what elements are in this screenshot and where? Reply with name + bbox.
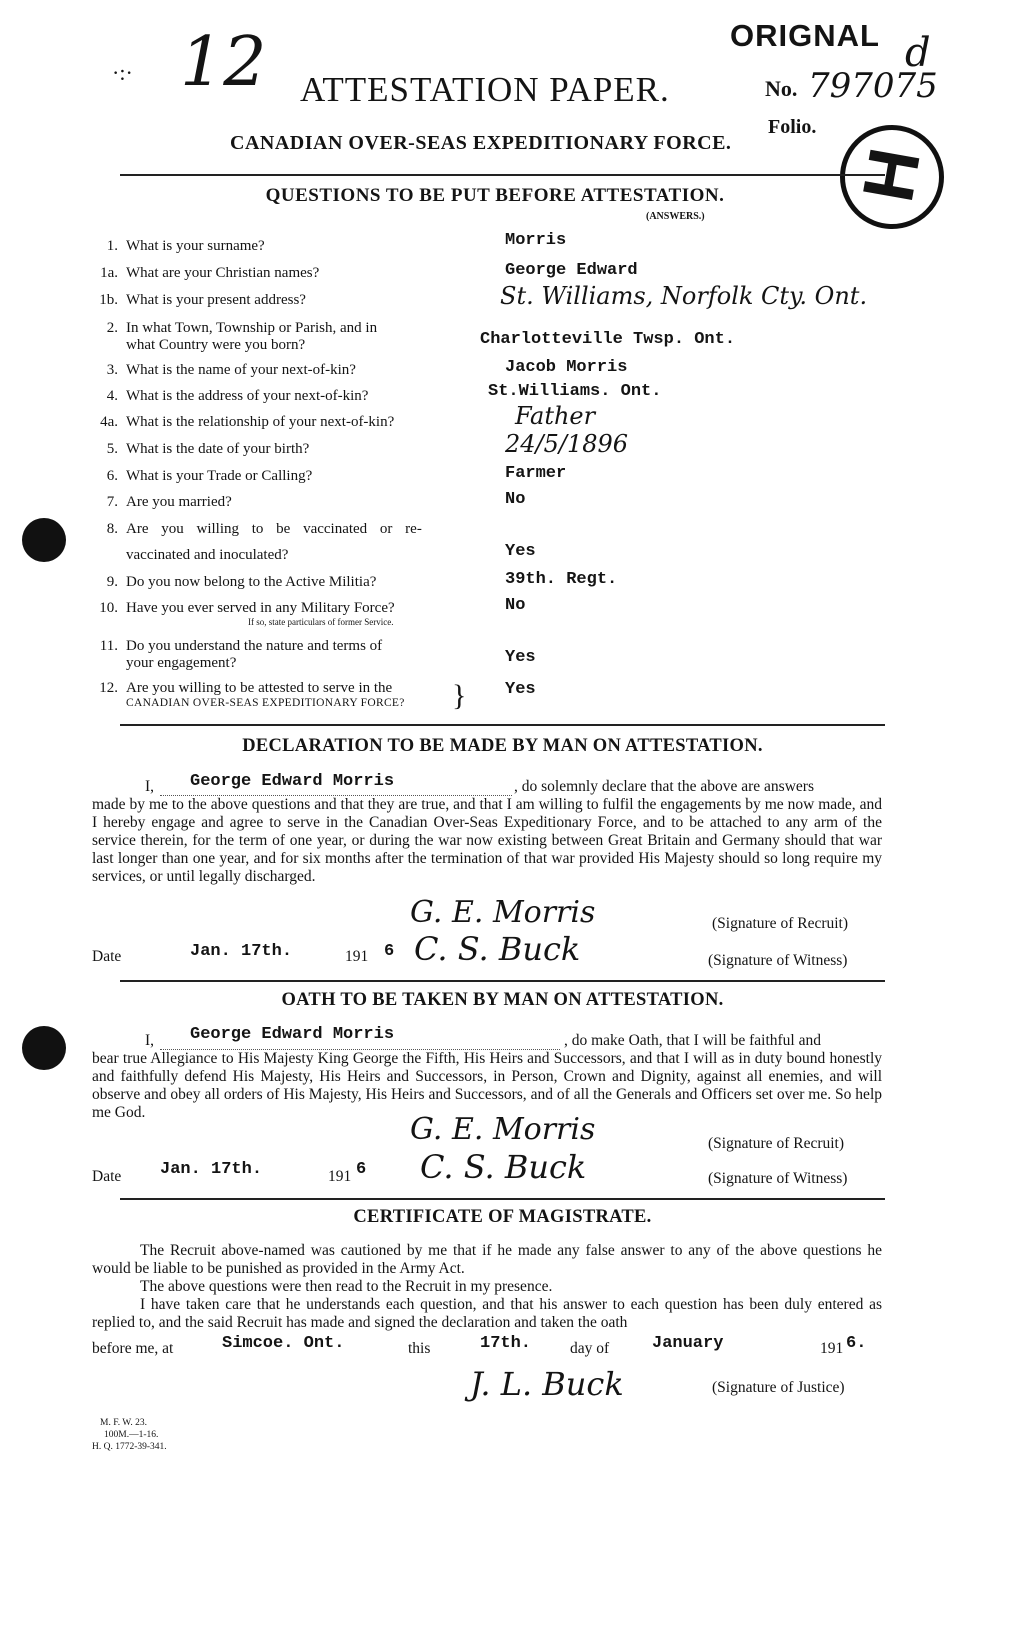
q1-answer: Morris	[505, 231, 567, 250]
oath-lead: , do make Oath, that I will be faithful and	[564, 1032, 821, 1049]
rule-after-oath	[120, 1198, 885, 1200]
declaration-name: George Edward Morris	[190, 772, 395, 791]
q11-text-line1: Do you understand the nature and terms of	[126, 638, 383, 654]
magistrate-day-of-label: day of	[570, 1340, 610, 1357]
q2-text-line1: In what Town, Township or Parish, and in	[126, 320, 378, 336]
q8-number: 8.	[106, 521, 118, 537]
magistrate-year-digit: 6.	[846, 1334, 867, 1353]
q8-text-line1: Are you willing to be vaccinated or re-	[126, 521, 422, 537]
declaration-body: made by me to the above questions and that they are true, and that I am willing to fulfil the engagements by me now made, and I hereby engage and agree to serve in the Canadian Over-Seas Expeditionary Force, and to be attached to any arm of the service therein, for the term of one year, or during the war now existing between Great Britain and Germany should that war last longer than one year, and for six months after the termination of that war provided His Majesty should so long require my services, or until legally discharged.	[92, 796, 882, 885]
q1b-answer: St. Williams, Norfolk Cty. Ont.	[500, 282, 868, 310]
q7-answer: No	[505, 490, 526, 509]
declaration-year-prefix: 191	[345, 948, 369, 965]
margin-marks: ·:·	[112, 60, 133, 85]
oath-i: I,	[145, 1032, 155, 1049]
q1b-text: What is your present address?	[126, 292, 306, 308]
q6-text: What is your Trade or Calling?	[126, 468, 313, 484]
magistrate-day: 17th.	[480, 1334, 532, 1353]
handwritten-number: 12	[180, 23, 267, 102]
answers-label: (ANSWERS.)	[646, 211, 705, 222]
q9-text: Do you now belong to the Active Militia?	[126, 574, 377, 590]
q1a-text: What are your Christian names?	[126, 265, 320, 281]
q3-answer: Jacob Morris	[505, 358, 628, 377]
magistrate-this-label: this	[408, 1340, 431, 1357]
rule-after-questions	[120, 724, 885, 726]
q5-answer: 24/5/1896	[505, 430, 629, 458]
questions-heading: QUESTIONS TO BE PUT BEFORE ATTESTATION.	[265, 185, 725, 206]
q4-answer: St.Williams. Ont.	[488, 382, 662, 401]
oath-heading: OATH TO BE TAKEN BY MAN ON ATTESTATION.	[281, 990, 724, 1010]
corner-mark: d	[905, 30, 931, 76]
q10-number: 10.	[99, 600, 118, 616]
rule-after-declaration	[120, 980, 885, 982]
magistrate-para3: I have taken care that he understands each question, and that his answer to each question has been duly entered as replied to, and the said Recruit has made and signed the declaration and taken the oath	[92, 1296, 882, 1331]
oath-name: George Edward Morris	[190, 1025, 395, 1044]
justice-signature: J. L. Buck	[470, 1365, 624, 1403]
justice-label: (Signature of Justice)	[712, 1379, 845, 1396]
magistrate-para2: The above questions were then read to the Recruit in my presence.	[140, 1278, 553, 1295]
magistrate-place: Simcoe. Ont.	[222, 1334, 345, 1353]
q1a-number: 1a.	[100, 265, 118, 281]
q4-number: 4.	[106, 388, 118, 404]
declaration-year-digit: 6	[384, 942, 395, 961]
q9-answer: 39th. Regt.	[505, 570, 618, 589]
oath-witness-signature: C. S. Buck	[420, 1148, 587, 1186]
q5-number: 5.	[106, 441, 118, 457]
q10-note: If so, state particulars of former Service.	[248, 617, 394, 627]
q3-text: What is the name of your next-of-kin?	[126, 362, 356, 378]
q10-text: Have you ever served in any Military Force?	[126, 600, 395, 616]
q6-number: 6.	[106, 468, 118, 484]
oath-year-digit: 6	[356, 1160, 367, 1179]
q2-text-line2: what Country were you born?	[126, 337, 306, 353]
q8-answer: Yes	[505, 542, 536, 561]
footer-print-run: 100M.—1-16.	[104, 1430, 159, 1440]
q12-answer: Yes	[505, 680, 536, 699]
q1-text: What is your surname?	[126, 238, 265, 254]
q1-number: 1.	[106, 238, 118, 254]
magistrate-year-prefix: 191	[820, 1340, 844, 1357]
q1a-answer: George Edward	[505, 261, 638, 280]
q4-text: What is the address of your next-of-kin?	[126, 388, 369, 404]
declaration-recruit-label: (Signature of Recruit)	[712, 915, 849, 932]
q6-answer: Farmer	[505, 464, 567, 483]
magistrate-month: January	[652, 1334, 724, 1353]
q11-text-line2: your engagement?	[126, 655, 237, 671]
rule-top	[120, 174, 885, 176]
q1b-number: 1b.	[99, 292, 118, 308]
q5-text: What is the date of your birth?	[126, 441, 310, 457]
q4a-answer: Father	[515, 402, 596, 430]
oath-date-label: Date	[92, 1168, 122, 1185]
q12-text-line1: Are you willing to be attested to serve in the	[126, 680, 393, 696]
q2-answer: Charlotteville Twsp. Ont.	[480, 330, 736, 349]
q12-number: 12.	[99, 680, 118, 696]
declaration-witness-signature: C. S. Buck	[414, 930, 581, 968]
declaration-heading: DECLARATION TO BE MADE BY MAN ON ATTESTATION.	[242, 736, 763, 756]
declaration-witness-label: (Signature of Witness)	[708, 952, 848, 969]
oath-body: bear true Allegiance to His Majesty King George the Fifth, His Heirs and Successors, and that I will as in duty bound honestly and faithfully defend His Majesty, His Heirs and Successors, in Person, Crown and Dignity, against all enemies, and will observe and obey all orders of His Majesty, His Heirs and Successors, and of all the Generals and Officers set over me. So help me God.	[92, 1050, 882, 1121]
h-seal-letter: H	[848, 142, 936, 208]
oath-recruit-signature: G. E. Morris	[410, 1112, 596, 1147]
q12-brace: }	[452, 679, 467, 712]
document-subtitle: CANADIAN OVER-SEAS EXPEDITIONARY FORCE.	[230, 132, 732, 154]
q12-text-line2: CANADIAN OVER-SEAS EXPEDITIONARY FORCE?	[126, 697, 405, 709]
declaration-i: I,	[145, 778, 155, 795]
q8-text-line2: vaccinated and inoculated?	[126, 547, 289, 563]
regimental-no-value: 797075	[808, 66, 938, 106]
declaration-date: Jan. 17th.	[190, 942, 293, 961]
oath-witness-label: (Signature of Witness)	[708, 1170, 848, 1187]
q9-number: 9.	[106, 574, 118, 590]
original-stamp: ORIGNAL	[730, 18, 880, 53]
oath-recruit-label: (Signature of Recruit)	[708, 1135, 845, 1152]
q11-number: 11.	[99, 638, 118, 654]
q10-answer: No	[505, 596, 526, 615]
declaration-lead: , do solemnly declare that the above are answers	[514, 778, 814, 795]
q4a-number: 4a.	[100, 414, 118, 430]
regimental-no-label: No.	[765, 76, 798, 101]
document-title: ATTESTATION PAPER.	[300, 70, 670, 109]
footer-form-code: M. F. W. 23.	[100, 1418, 148, 1428]
q7-number: 7.	[106, 494, 118, 510]
oath-year-prefix: 191	[328, 1168, 352, 1185]
oath-date: Jan. 17th.	[160, 1160, 263, 1179]
folio-label: Folio.	[768, 116, 817, 138]
q3-number: 3.	[106, 362, 118, 378]
binder-hole-bottom	[22, 1026, 66, 1070]
binder-hole-top	[22, 518, 66, 562]
q4a-text: What is the relationship of your next-of-kin?	[126, 414, 395, 430]
magistrate-heading: CERTIFICATE OF MAGISTRATE.	[353, 1207, 652, 1227]
footer-hq-number: H. Q. 1772-39-341.	[92, 1442, 167, 1452]
magistrate-before-label: before me, at	[92, 1340, 174, 1357]
q11-answer: Yes	[505, 648, 536, 667]
declaration-recruit-signature: G. E. Morris	[410, 895, 596, 930]
declaration-date-label: Date	[92, 948, 122, 965]
q7-text: Are you married?	[126, 494, 232, 510]
magistrate-para1: The Recruit above-named was cautioned by me that if he made any false answer to any of the above questions he would be liable to be punished as provided in the Army Act.	[92, 1242, 882, 1277]
q2-number: 2.	[106, 320, 118, 336]
